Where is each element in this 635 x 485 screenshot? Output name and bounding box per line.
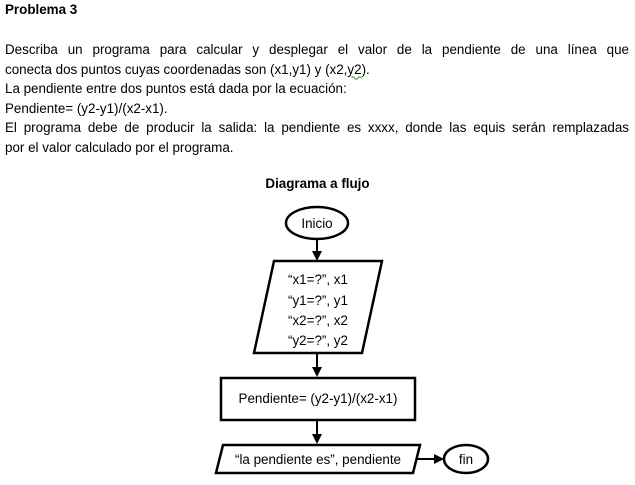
paragraph-line-3: La pendiente entre dos puntos está dada por la ecuación: [5,81,347,96]
input-line-3: “x2=?”, x2 [288,313,348,328]
paragraph-line-1: Describa un programa para calcular y desplegar el valor de la pendiente de una línea que [5,42,629,57]
paragraph-line-6: por el valor calculado por el programa. [5,139,234,155]
output-label: “la pendiente es”, pendiente [234,452,402,467]
spellcheck-underlined-word: y2 [347,61,362,77]
process-label: Pendiente= (y2-y1)/(x2-x1) [238,391,398,406]
diagram-title: Diagrama a flujo [265,176,370,191]
end-terminal-label: fin [458,452,474,467]
paragraph-line-4: Pendiente= (y2-y1)/(x2-x1). [5,100,168,116]
paragraph-line-5: El programa debe de producir la salida: la pendiente es xxxx, donde las equis serán remplazadas [5,120,629,135]
start-terminal-label: Inicio [301,216,333,231]
problem-title: Problema 3 [5,2,78,17]
input-line-1: “x1=?”, x1 [288,272,348,287]
input-line-4: “y2=?”, y2 [288,333,348,348]
input-line-2: “y1=?”, y1 [288,293,348,308]
paragraph-line-2-end: ). [361,61,370,77]
paragraph-line-2-start: conecta dos puntos cuyas coordenadas son (x1,y1) y (x2, [5,61,348,77]
